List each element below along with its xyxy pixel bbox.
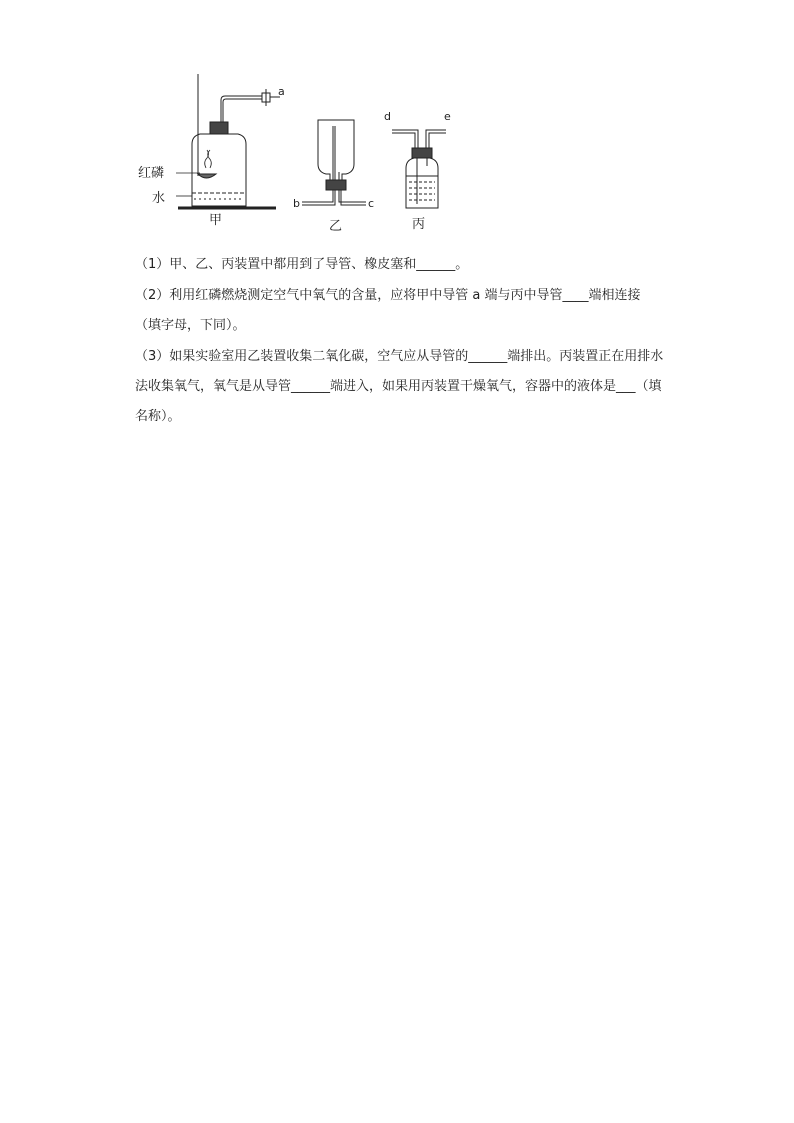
apparatus-diagram xyxy=(130,68,470,238)
water-label: 水 xyxy=(152,191,166,206)
question-2: （2）利用红磷燃烧测定空气中氧气的含量，应将甲中导管 a 端与丙中导管____端相连接（填字母，下同）。 xyxy=(135,288,641,333)
port-c-label: c xyxy=(368,197,375,210)
apparatus-bing xyxy=(392,130,446,208)
red-phosphorus-label: 红磷 xyxy=(138,166,165,181)
apparatus-bing-label: 丙 xyxy=(412,217,426,232)
apparatus-yi xyxy=(302,120,366,205)
apparatus-yi-label: 乙 xyxy=(329,219,343,234)
port-b-label: b xyxy=(293,197,300,210)
port-e-label: e xyxy=(444,110,451,123)
port-a-label: a xyxy=(278,85,285,98)
apparatus-figure xyxy=(130,68,470,238)
apparatus-jia xyxy=(176,74,280,208)
apparatus-jia-label: 甲 xyxy=(209,213,223,228)
port-d-label: d xyxy=(384,110,391,123)
question-3: （3）如果实验室用乙装置收集二氧化碳，空气应从导管的______端排出。丙装置正在用排水法收集氧气，氧气是从导管______端进入，如果用丙装置干燥氧气，容器中的液体是___（填名称）。 xyxy=(135,349,664,424)
question-1: （1）甲、乙、丙装置中都用到了导管、橡皮塞和______。 xyxy=(135,257,469,272)
